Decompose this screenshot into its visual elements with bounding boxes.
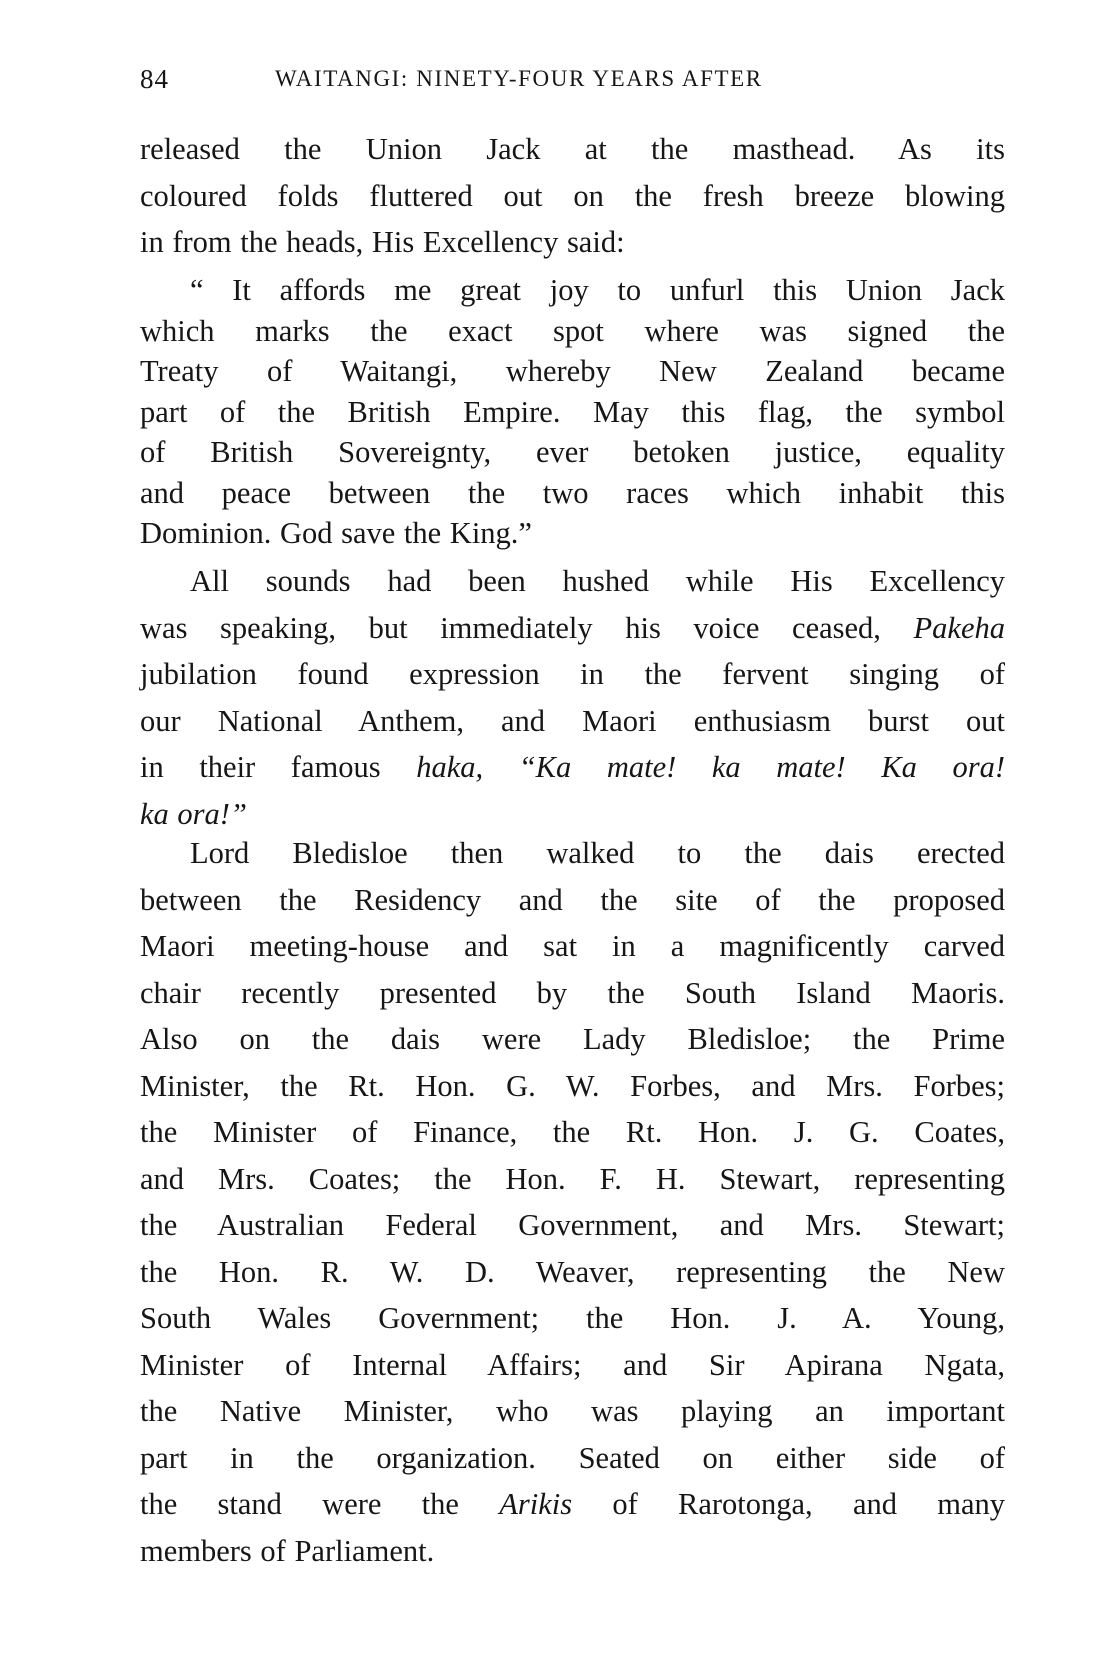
text-line: and Mrs. Coates; the Hon. F. H. Stewart, representing — [140, 1161, 1005, 1196]
text-line: All sounds had been hushed while His Excellency — [190, 564, 1005, 598]
text-line: Minister, the Rt. Hon. G. W. Forbes, and Mrs. Forbes; — [140, 1068, 1005, 1103]
text-line: in from the heads, His Excellency said: — [140, 225, 625, 259]
paragraph-continuation — [140, 126, 1005, 266]
italic-term: Pakeha — [913, 610, 1005, 645]
text-line: Dominion. God save the King.” — [140, 516, 532, 550]
text-line: the Hon. R. W. D. Weaver, representing the New — [140, 1254, 1005, 1289]
book-page — [140, 0, 1005, 1675]
italic-term: Arikis — [499, 1487, 573, 1521]
text-line: and peace between the two races which inhabit this — [140, 475, 1005, 510]
text-line: our National Anthem, and Maori enthusiasm burst out — [140, 703, 1005, 738]
italic-chant: ka ora!” — [140, 796, 247, 831]
text-line: part in the organization. Seated on either side of — [140, 1440, 1005, 1475]
text-span: of Rarotonga, and many — [612, 1487, 1006, 1521]
text-line — [140, 605, 1005, 652]
running-title: WAITANGI: NINETY-FOUR YEARS AFTER — [275, 66, 763, 91]
italic-term: haka, — [416, 750, 484, 784]
page-number: 84 — [140, 64, 169, 94]
text-line: Also on the dais were Lady Bledisloe; the Prime — [140, 1022, 1005, 1056]
paragraph-anthem — [140, 558, 1005, 837]
text-span: the stand were the — [140, 1487, 459, 1521]
text-span: was speaking, but immediately his voice ceased, — [140, 610, 881, 645]
speech-quotation — [140, 270, 1005, 554]
italic-chant: “Ka mate! ka mate! Ka ora! — [518, 750, 1006, 784]
text-line: chair recently presented by the South Island Maoris. — [140, 975, 1005, 1010]
text-line: members of Parliament. — [140, 1533, 435, 1568]
text-line: of British Sovereignty, ever betoken justice, equality — [140, 435, 1005, 469]
text-line: jubilation found expression in the fervent singing of — [140, 657, 1005, 691]
paragraph-dais — [140, 830, 1005, 1574]
text-line — [140, 744, 1005, 791]
text-span: in their famous — [140, 750, 381, 784]
text-line: part of the British Empire. May this flag, the symbol — [140, 394, 1005, 429]
text-line: “ It affords me great joy to unfurl this Union Jack — [190, 273, 1005, 307]
text-line: Lord Bledisloe then walked to the dais erected — [190, 836, 1005, 870]
text-line: which marks the exact spot where was signed the — [140, 313, 1005, 348]
text-line: Treaty of Waitangi, whereby New Zealand became — [140, 354, 1005, 388]
text-line — [140, 1481, 1005, 1528]
text-line: the Australian Federal Government, and Mrs. Stewart; — [140, 1208, 1005, 1242]
text-line: the Minister of Finance, the Rt. Hon. J. G. Coates, — [140, 1115, 1005, 1149]
running-head — [140, 64, 1005, 96]
text-line: between the Residency and the site of the proposed — [140, 882, 1005, 917]
text-line: South Wales Government; the Hon. J. A. Young, — [140, 1301, 1005, 1335]
text-line: Minister of Internal Affairs; and Sir Apirana Ngata, — [140, 1347, 1005, 1382]
text-line: Maori meeting-house and sat in a magnificently carved — [140, 929, 1005, 963]
text-line: the Native Minister, who was playing an important — [140, 1394, 1005, 1428]
text-line: coloured folds fluttered out on the fresh breeze blowing — [140, 178, 1005, 213]
text-line: released the Union Jack at the masthead. As its — [140, 132, 1005, 166]
